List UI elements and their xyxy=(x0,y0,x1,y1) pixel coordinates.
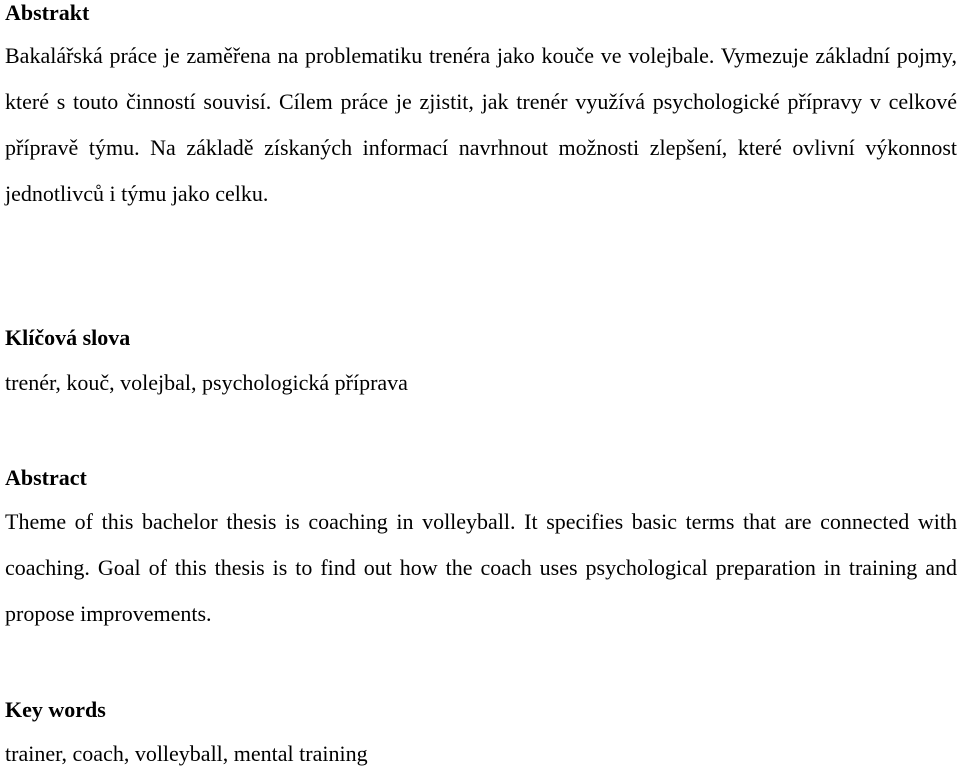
klicova-slova-heading: Klíčová slova xyxy=(5,325,131,350)
key-words-text: trainer, coach, volleyball, mental training xyxy=(5,741,368,766)
abstrakt-text: Bakalářská práce je zaměřena na problematiku trenéra jako kouče ve volejbale. Vymezuje základní pojmy, které s touto činností souvisí. Cílem práce je zjistit, jak trenér využívá psychologické přípravy v celkové přípravě týmu. Na základě získaných informací navrhnout možnosti zlepšení, které ovlivní výkonnost jednotlivců i týmu jako celku. xyxy=(5,43,957,206)
klicova-slova-text: trenér, kouč, volejbal, psychologická příprava xyxy=(5,370,408,395)
abstract-text: Theme of this bachelor thesis is coaching in volleyball. It specifies basic terms that are connected with coaching. Goal of this thesis is to find out how the coach uses psychological preparation in training and propose improvements. xyxy=(5,509,957,626)
abstrakt-heading: Abstrakt xyxy=(5,0,90,25)
key-words-heading: Key words xyxy=(5,697,106,722)
abstract-heading: Abstract xyxy=(5,465,87,490)
